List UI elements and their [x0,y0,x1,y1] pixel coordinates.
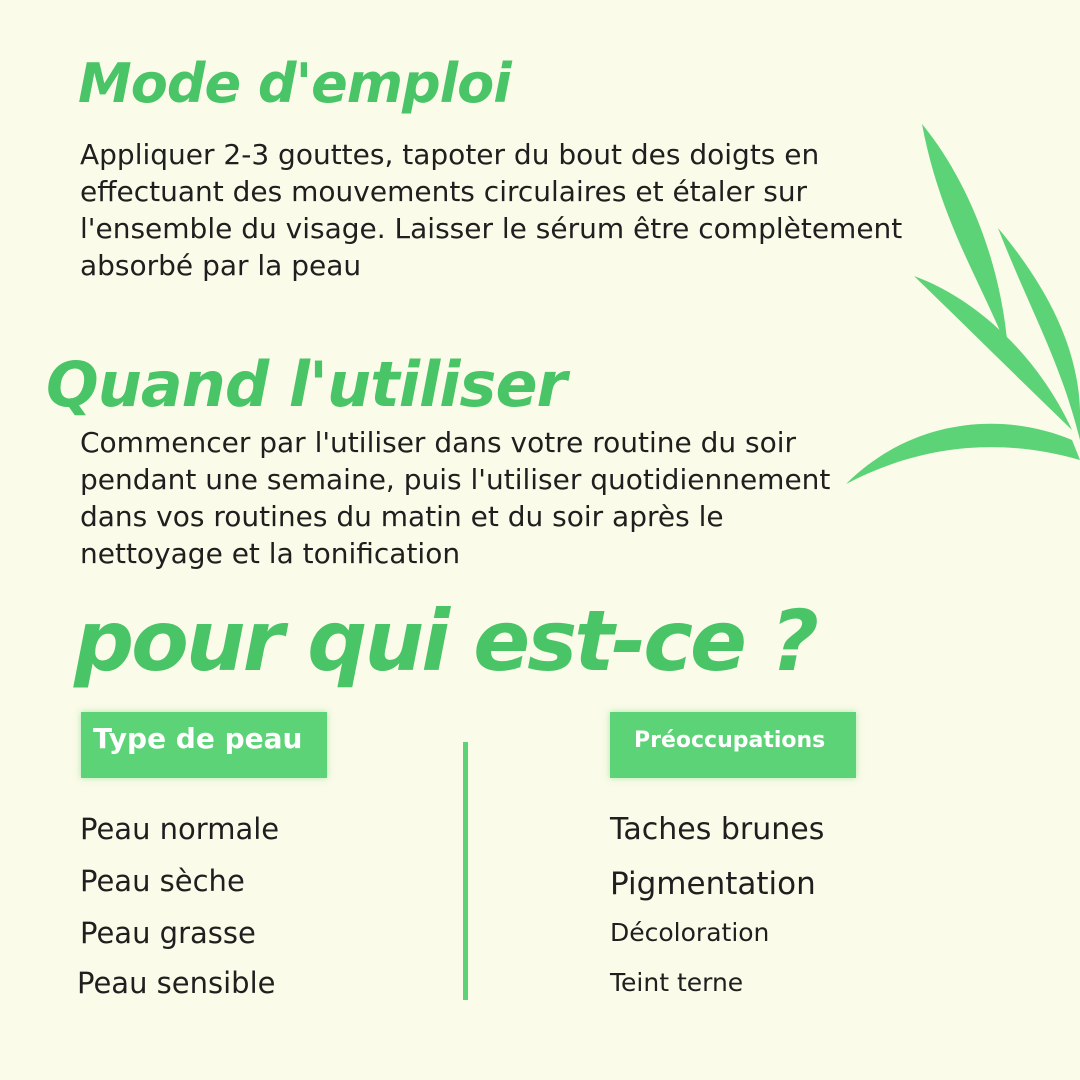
concern-item: Décoloration [610,918,770,947]
concern-item: Pigmentation [610,866,816,902]
skin-type-item: Peau normale [80,812,280,846]
skin-type-item: Peau sensible [77,966,276,1000]
mode-emploi-text: Appliquer 2-3 gouttes, tapoter du bout des doigts en effectuant des mouvements circulaires et étaler sur l'ensemble du visage. Laisser le sérum être complètement absorbé par la peau [80,138,903,282]
type-de-peau-badge [81,712,327,778]
mode-emploi-heading: Mode d'emploi [78,52,511,115]
preoccupations-label: Préoccupations [634,728,826,753]
preoccupations-badge [610,712,856,778]
concern-item: Taches brunes [610,812,825,847]
quand-utiliser-heading: Quand l'utiliser [46,348,567,421]
leaf-right [998,228,1080,440]
concern-item: Teint terne [610,968,744,997]
type-de-peau-label: Type de peau [93,722,303,755]
leaf-lower [846,424,1080,484]
quand-utiliser-text: Commencer par l'utiliser dans votre routine du soir pendant une semaine, puis l'utiliser quotidiennement dans vos routines du matin et du soir après le nettoyage et la tonification [80,426,831,570]
column-divider [463,742,468,1000]
skin-type-item: Peau grasse [80,916,256,950]
pour-qui-heading: pour qui est-ce ? [74,592,816,690]
skin-type-item: Peau sèche [80,864,245,898]
